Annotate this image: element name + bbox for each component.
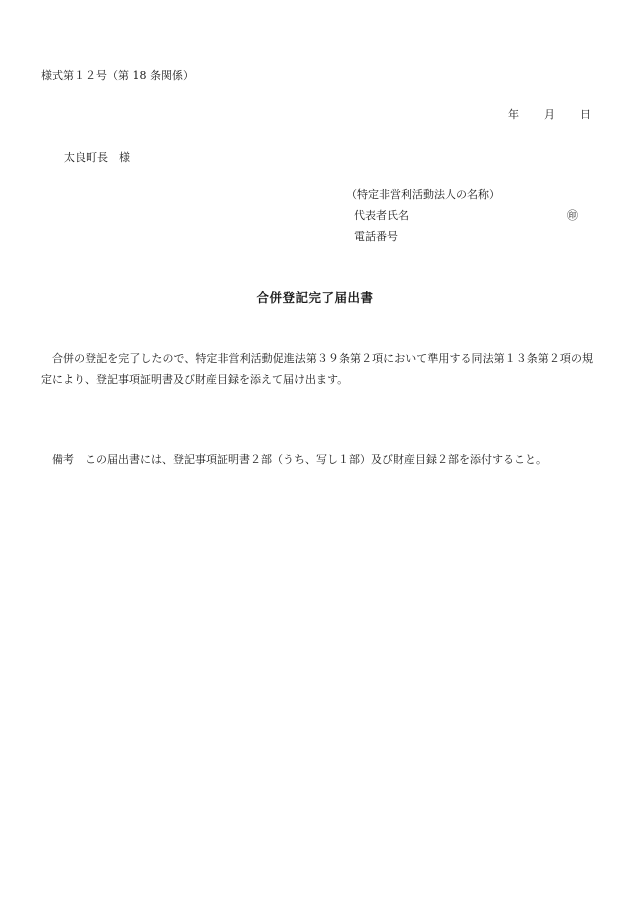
form-number: 様式第１２号（第 18 条関係）	[41, 69, 194, 82]
representative-name-label: 代表者氏名	[354, 209, 409, 222]
seal-mark: ㊞	[567, 209, 578, 222]
date-year-label: 年	[508, 108, 519, 121]
addressee: 太良町長 様	[64, 151, 130, 164]
phone-number-label: 電話番号	[354, 230, 398, 243]
organization-name-label: （特定非営利活動法人の名称）	[346, 188, 500, 201]
document-title: 合併登記完了届出書	[256, 290, 374, 305]
remarks-note: 備考 この届出書には、登記事項証明書２部（うち、写し１部）及び財産目録２部を添付すること。	[52, 453, 547, 466]
date-day-label: 日	[580, 108, 591, 121]
body-paragraph: 合併の登記を完了したので、特定非営利活動促進法第３９条第２項において準用する同法第１３条第２項の規定により、登記事項証明書及び財産目録を添えて届け出ます。	[41, 352, 593, 386]
applicant-block	[346, 188, 586, 251]
date-month-label: 月	[544, 108, 555, 121]
